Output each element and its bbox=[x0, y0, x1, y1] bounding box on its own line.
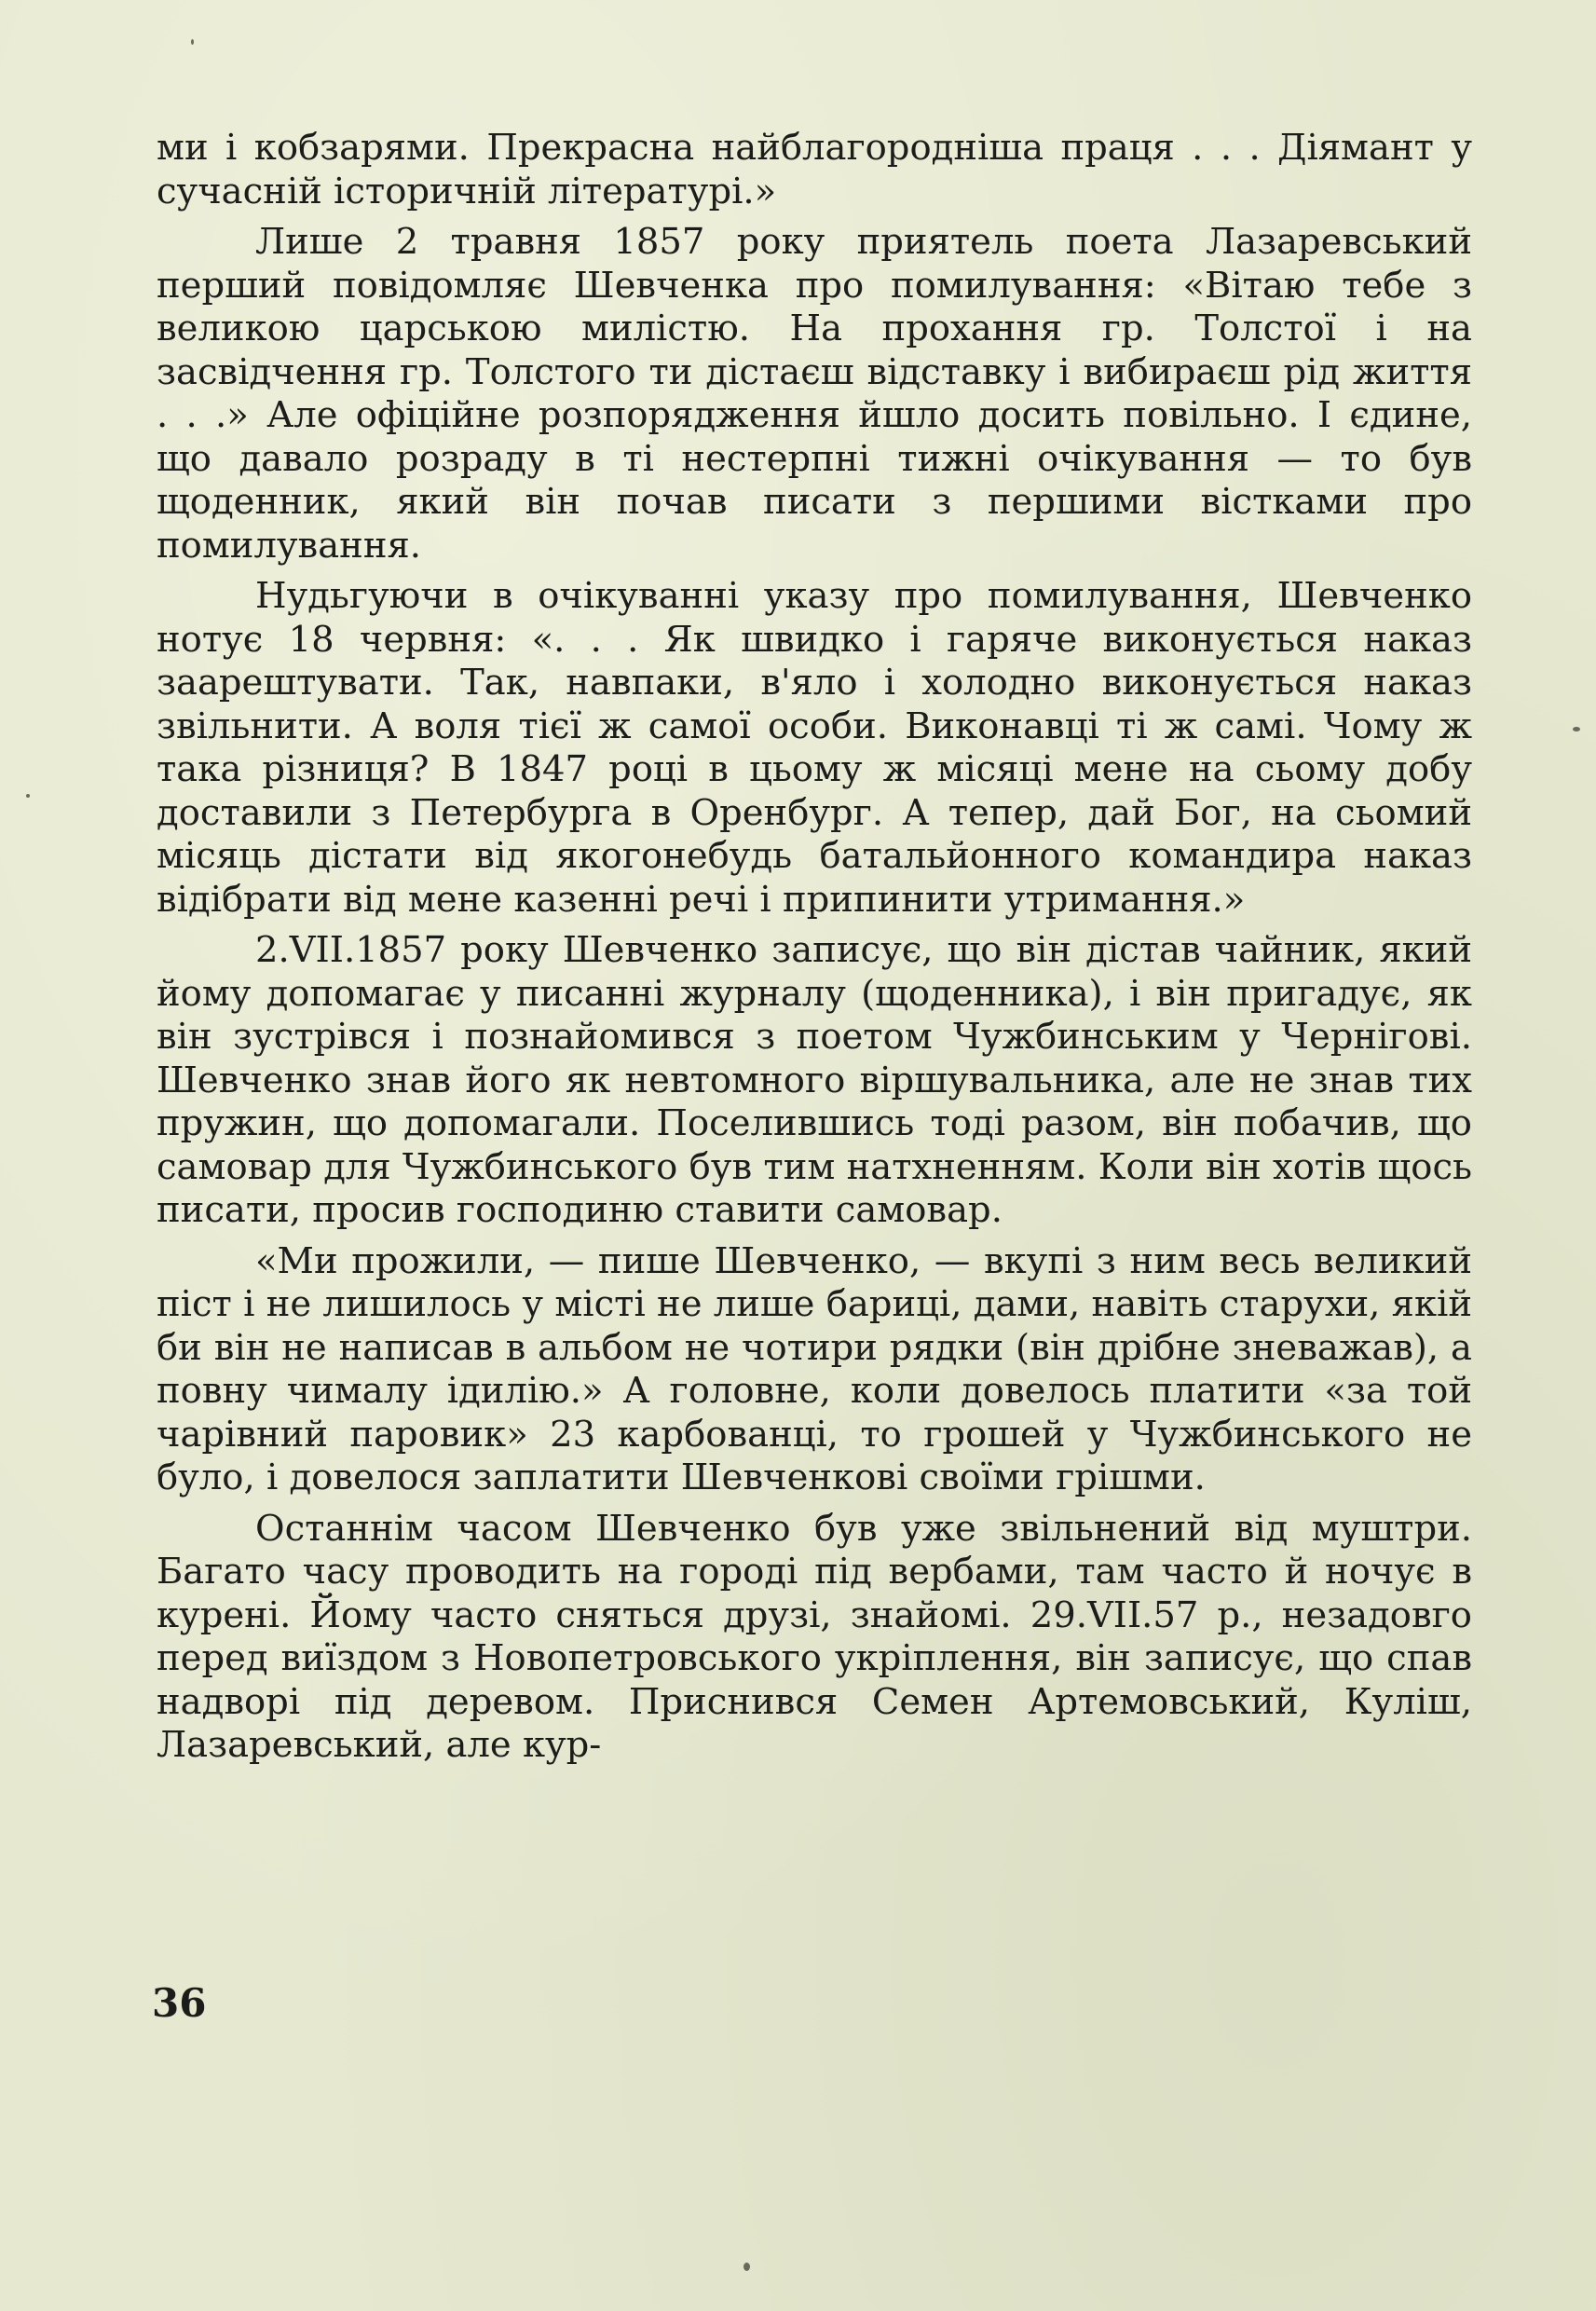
paper-speck bbox=[743, 2263, 750, 2271]
paper-speck bbox=[26, 794, 30, 798]
paper-speck bbox=[1573, 727, 1580, 732]
body-text bbox=[157, 127, 1472, 1768]
paragraph-5: «Ми прожили, — пише Шевченко, — вкупі з ним весь великий піст і не лишилось у місті не лише бариці, дами, навіть старухи, якій би він не написав в альбом не чотири рядки (він дрібне зневажав), а повну чималу ідилію.» А головне, коли довелось платити «за той чарівний паровик» 23 карбованці, то грошей у Чужбинського не було, і довелося заплатити Шевченкові своїми грішми. bbox=[157, 1239, 1472, 1498]
paragraph-1: ми і кобзарями. Прекрасна найблагородніша праця . . . Діямант у сучасній історичній літературі.» bbox=[157, 127, 1472, 212]
paragraph-6: Останнім часом Шевченко був уже звільнений від муштри. Багато часу проводить на городі під вербами, там часто й ночує в курені. Йому часто сняться друзі, знайомі. 29.VII.57 р., незадовго перед виїздом з Новопетровського укріплення, він записує, що спав надворі під деревом. Приснився Семен Артемовський, Куліш, Лазаревський, але кур- bbox=[157, 1507, 1472, 1766]
page-number: 36 bbox=[152, 1980, 207, 2026]
paragraph-2: Лише 2 травня 1857 року приятель поета Лазаревський перший повідомляє Шевченка про помилування: «Вітаю тебе з великою царською милістю. На прохання гр. Толстої і на засвідчення гр. Толстого ти дістаєш відставку і вибираєш рід життя . . .» Але офіційне розпорядження йшло досить повільно. І єдине, що давало розраду в ті нестерпні тижні очікування — то був щоденник, який він почав писати з першими вістками про помилування. bbox=[157, 221, 1472, 567]
paragraph-3: Нудьгуючи в очікуванні указу про помилування, Шевченко нотує 18 червня: «. . . Як швидко і гаряче виконується наказ заарештувати. Так, навпаки, в'яло і холодно виконується наказ звільнити. А воля тієї ж самої особи. Виконавці ті ж самі. Чому ж така різниця? В 1847 році в цьому ж місяці мене на сьому добу доставили з Петербурга в Оренбург. А тепер, дай Бог, на сьомий місяць дістати від якогонебудь батальйонного командира наказ відібрати від мене казенні речі і припинити утримання.» bbox=[157, 575, 1472, 921]
paper-speck bbox=[191, 39, 194, 45]
paragraph-4: 2.VII.1857 року Шевченко записує, що він дістав чайник, який йому допомагає у писанні журналу (щоденника), і він пригадує, як він зустрівся і познайомився з поетом Чужбинським у Чернігові. Шевченко знав його як невтомного віршувальника, але не знав тих пружин, що допомагали. Поселившись тоді разом, він побачив, що самовар для Чужбинського був тим натхненням. Коли він хотів щось писати, просив господиню ставити самовар. bbox=[157, 929, 1472, 1231]
